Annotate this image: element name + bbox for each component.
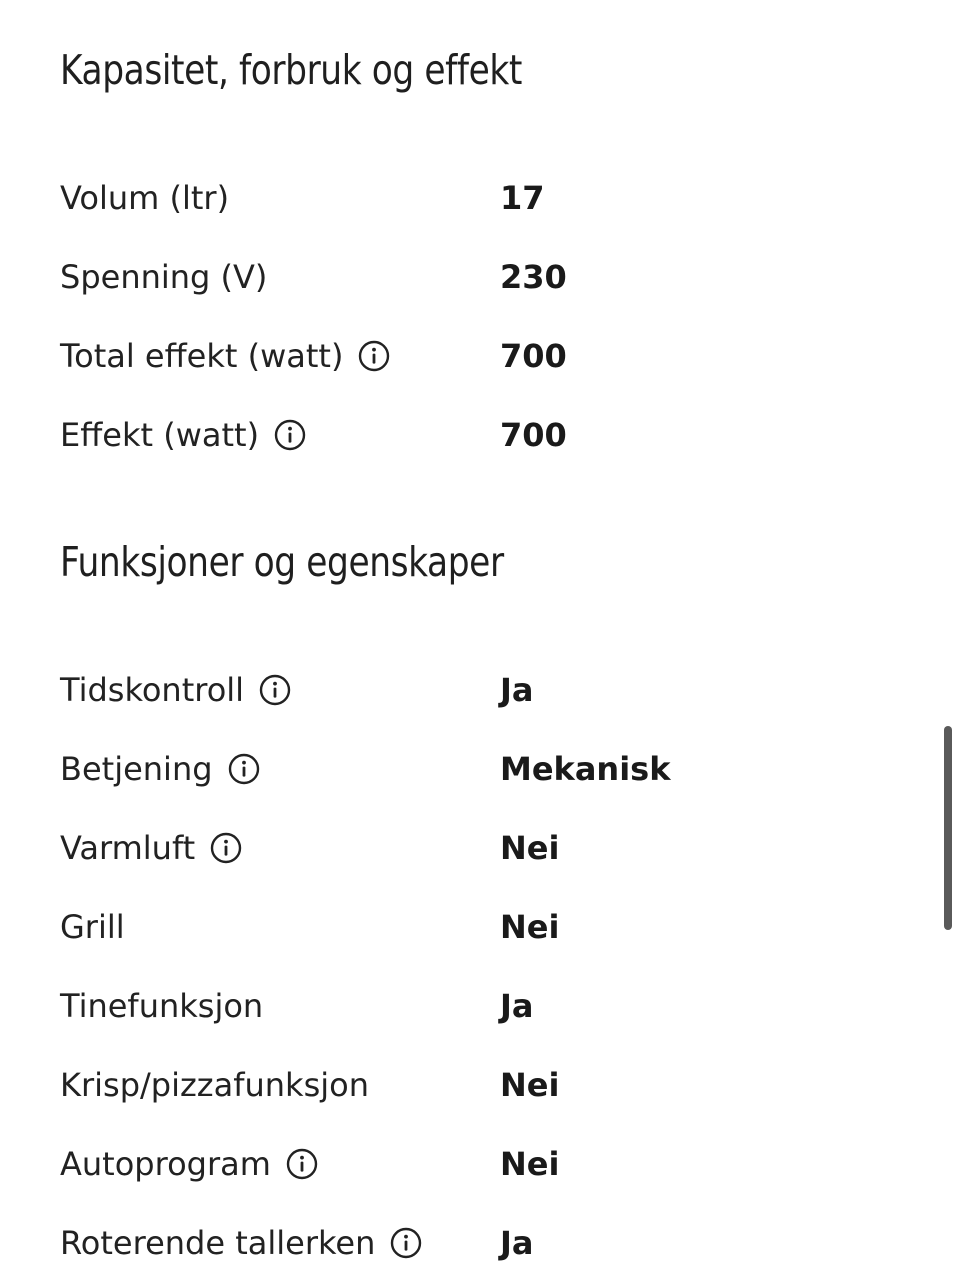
- spec-row-total-power: [60, 316, 920, 395]
- info-circle-icon[interactable]: [227, 752, 261, 786]
- spec-row-grill: [60, 887, 920, 966]
- spec-value: Ja: [500, 670, 534, 709]
- spec-row-autoprogram: [60, 1124, 920, 1203]
- section-title-functions: Funksjoner og egenskaper: [60, 538, 504, 586]
- spec-label: Autoprogram: [60, 1144, 271, 1183]
- spec-row-timer: [60, 650, 920, 729]
- spec-row-controls: [60, 729, 920, 808]
- info-circle-icon[interactable]: [273, 418, 307, 452]
- spec-label: Tinefunksjon: [60, 986, 264, 1025]
- spec-value: Nei: [500, 1065, 560, 1104]
- scrollbar-thumb[interactable]: [944, 726, 952, 930]
- spec-label: Total effekt (watt): [60, 336, 344, 375]
- spec-label: Betjening: [60, 749, 213, 788]
- spec-value: Nei: [500, 828, 560, 867]
- spec-value: 700: [500, 415, 567, 454]
- spec-value: Ja: [500, 986, 534, 1025]
- section-functions: [60, 534, 920, 1282]
- spec-label: Volum (ltr): [60, 178, 230, 217]
- spec-value: 700: [500, 336, 567, 375]
- info-circle-icon[interactable]: [258, 673, 292, 707]
- spec-label: Spenning (V): [60, 257, 268, 296]
- section-capacity: [60, 42, 920, 474]
- spec-label: Krisp/pizzafunksjon: [60, 1065, 369, 1104]
- spec-value: Mekanisk: [500, 749, 671, 788]
- spec-row-power: [60, 395, 920, 474]
- info-circle-icon[interactable]: [209, 831, 243, 865]
- info-circle-icon[interactable]: [285, 1147, 319, 1181]
- info-circle-icon[interactable]: [389, 1226, 423, 1260]
- spec-row-voltage: [60, 237, 920, 316]
- spec-list-capacity: [60, 158, 920, 474]
- section-title-capacity: Kapasitet, forbruk og effekt: [60, 46, 522, 94]
- spec-row-defrost: [60, 966, 920, 1045]
- spec-value: 17: [500, 178, 545, 217]
- spec-row-crisp: [60, 1045, 920, 1124]
- spec-label: Effekt (watt): [60, 415, 260, 454]
- info-circle-icon[interactable]: [357, 339, 391, 373]
- spec-label: Roterende tallerken: [60, 1223, 376, 1262]
- spec-label: Grill: [60, 907, 125, 946]
- spec-row-convection: [60, 808, 920, 887]
- spec-row-turntable: [60, 1203, 920, 1282]
- spec-value: Nei: [500, 1144, 560, 1183]
- spec-label: Tidskontroll: [60, 670, 245, 709]
- spec-value: Ja: [500, 1223, 534, 1262]
- spec-value: 230: [500, 257, 567, 296]
- spec-row-volume: [60, 158, 920, 237]
- spec-list-functions: [60, 650, 920, 1282]
- spec-label: Varmluft: [60, 828, 196, 867]
- spec-value: Nei: [500, 907, 560, 946]
